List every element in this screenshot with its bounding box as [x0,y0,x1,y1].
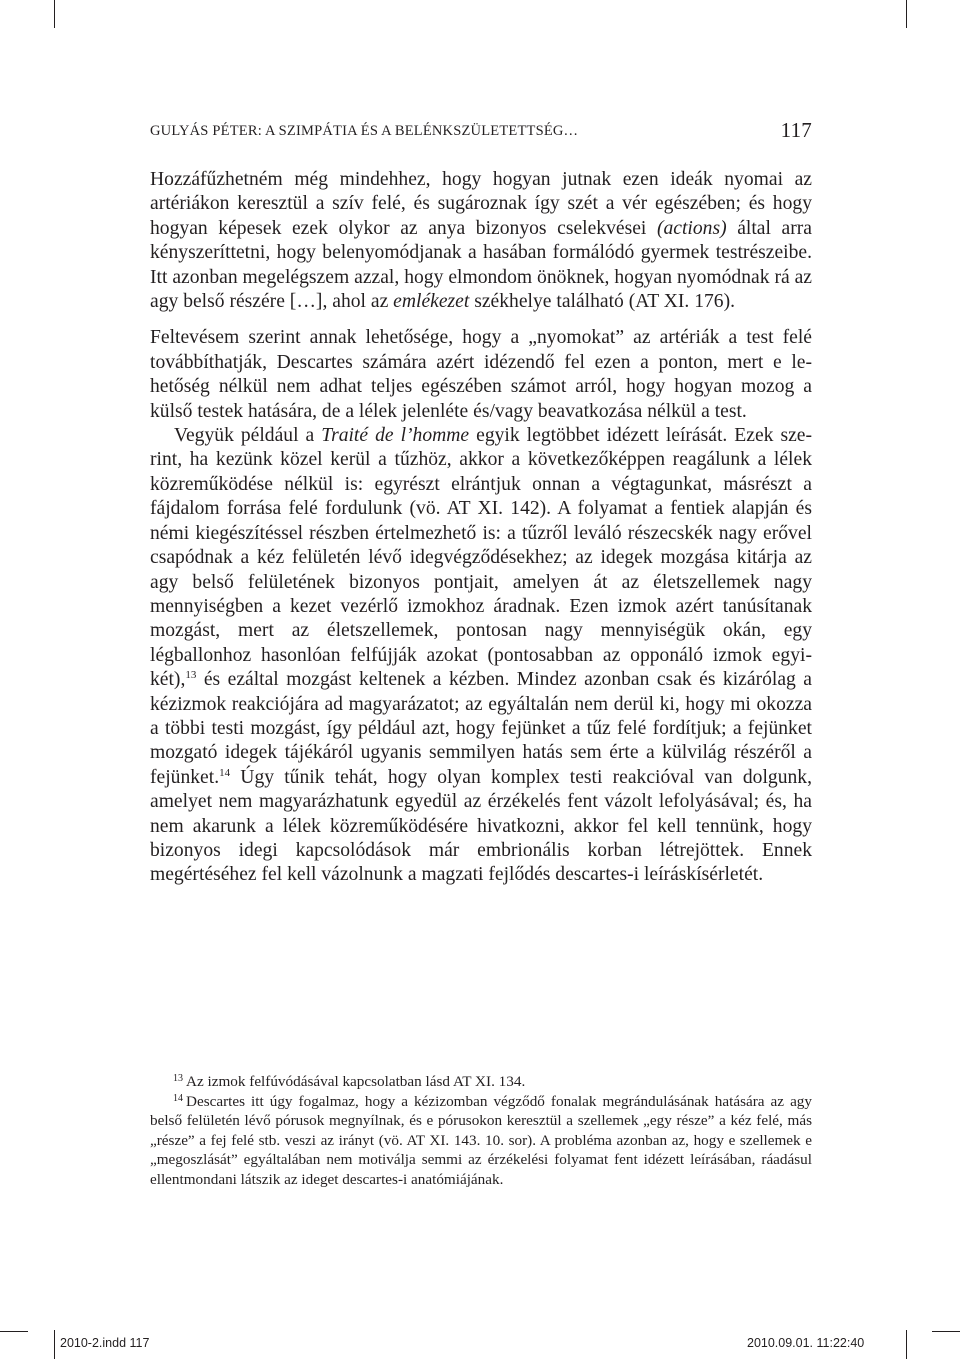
footnote-ref-14[interactable]: 14 [219,766,231,779]
running-title: GULYÁS PÉTER: A SZIMPÁTIA ÉS A BELÉNKSZÜLETETTSÉG… [150,123,579,139]
footnote-ref-13[interactable]: 13 [185,669,197,682]
paragraph-hypothesis: Feltevésem szerint annak lehetősége, hogy a „nyomokat” az artériák a test felé továbbíthatják, Descartes számára azért idézendő fel ezen a ponton, mert e lehetőség nélkül nem adhat teljes egészében számot arról, hogy hogyan mozog a külső testek hatására, de a lélek jelenléte és/vagy beavatkozása nélkül a test. [150,327,812,422]
footnotes [150,1072,812,1190]
crop-mark-bottom-left-h [0,1331,28,1332]
slug-timestamp: 2010.09.01. 11:22:40 [747,1336,865,1350]
footnote-number: 14 [173,1092,183,1104]
crop-mark-bottom-left [54,1330,55,1359]
paragraph-traite: Vegyük például a Traité de l’homme egyik legtöbbet idézett leírását. Ezek szerint, ha kezünk közel kerül a tűzhöz, akkor a következőképpen reagálunk a lélek közreműködése nélkül is: egyrészt elrántjuk onnan a végtagunkat, másrészt a fájdalom forrása felé fordulunk (vö. AT XI. 142). A folyamat a fentiek alapján és némi kiegészítéssel részben értelmezhető is: a tűzről leváló részecskék nagy erővel csapódnak a kéz felületén lévő idegvégződésekhez; az idegek mozgása kitárja az agy belső felületének bizonyos pontjait, amelyen át az életszellemek nagy mennyiségben a kezet vezérlő izmokhoz áradnak. Ezen izmok azért tanúsítanak mozgást, mert az életszellemek, pontosan nagy mennyiségük okán, egy légballonhoz hasonlóan felfújják azokat (pontosabban az opponáló izmok egyikét),$^{13}$ és ezáltal mozgást keltenek a kézben. Mindez azonban csak és kizárólag a kézizmok reakciójára ad magyarázatot; az egyáltalán nem derül ki, hogy mi okozza a többi testi mozgást, így például azt, hogy fejünket a tűz felé fordítjuk; a fejünket mozgató idegek tájékáról ugyanis semmilyen hatás sem érte a külvilág részéről a fejünket.$^{14}$ Úgy tűnik tehát, hogy olyan komplex testi reakcióval van dolgunk, amelyet nem magyarázhatunk egyedül az érzékelés fent vázolt lefolyásával; és, ha nem akarunk a lélek közreműködésére hivatkozni, akkor fel kell tennünk, hogy bizonyos idegi kapcsolódások már embrionális korban létrejöttek. Ennek megértéséhez fel kell vázolnunk a magzati fejlődés descartes-i leíráskísérletét. [150,425,813,886]
crop-mark-top-right [906,0,907,28]
footnote [150,1072,812,1092]
crop-mark-bottom-right [906,1330,907,1359]
main-text [150,168,812,888]
block-quote-paragraph: Hozzáfűzhetném még mindehhez, hogy hogyan jutnak ezen ideák nyomai az artériákon keresztül a szív felé, és sugároznak így szét a vér egészében; és hogy hogyan képesek ezek olykor az anya bizonyos cselekvései (actions) által arra kényszeríttetni, hogy belenyomódjanak a hasában formálódó gyermek testrészeibe. Itt azonban megelégszem azzal, hogy elmondom önöknek, hogyan nyomódnak rá az agy belső részére […], ahol az emlékezet székhelye található (AT XI. 176). [150,169,812,313]
footnote-text: Descartes itt úgy fogalmaz, hogy a kézizomban végződő fonalak megrándulásának hatására az agy belső felületén lévő pórusok megnyílnak, és e pórusokon keresztül a szellemek „egy része” a kéz felé, más „része” a fej felé stb. veszi az irányt (vö. AT XI. 143. 10. sor). A probléma azonban az, hogy e szellemek e „megoszlását” egyáltalában nem motiválja semmi az érzékelési folyamat fent idézett leírásában, ráadásul ellentmondani látszik az ideget descartes-i anatómiájának. [150,1092,812,1188]
slug-file: 2010-2.indd 117 [60,1336,150,1350]
page-number: 117 [780,118,812,142]
running-head [150,118,812,142]
crop-mark-top-left [54,0,55,28]
crop-mark-bottom-right-h [932,1331,960,1332]
footnote-text: Az izmok felfúvódásával kapcsolatban lásd AT XI. 134. [186,1073,526,1090]
footnote [150,1092,812,1190]
footnote-number: 13 [173,1073,183,1084]
